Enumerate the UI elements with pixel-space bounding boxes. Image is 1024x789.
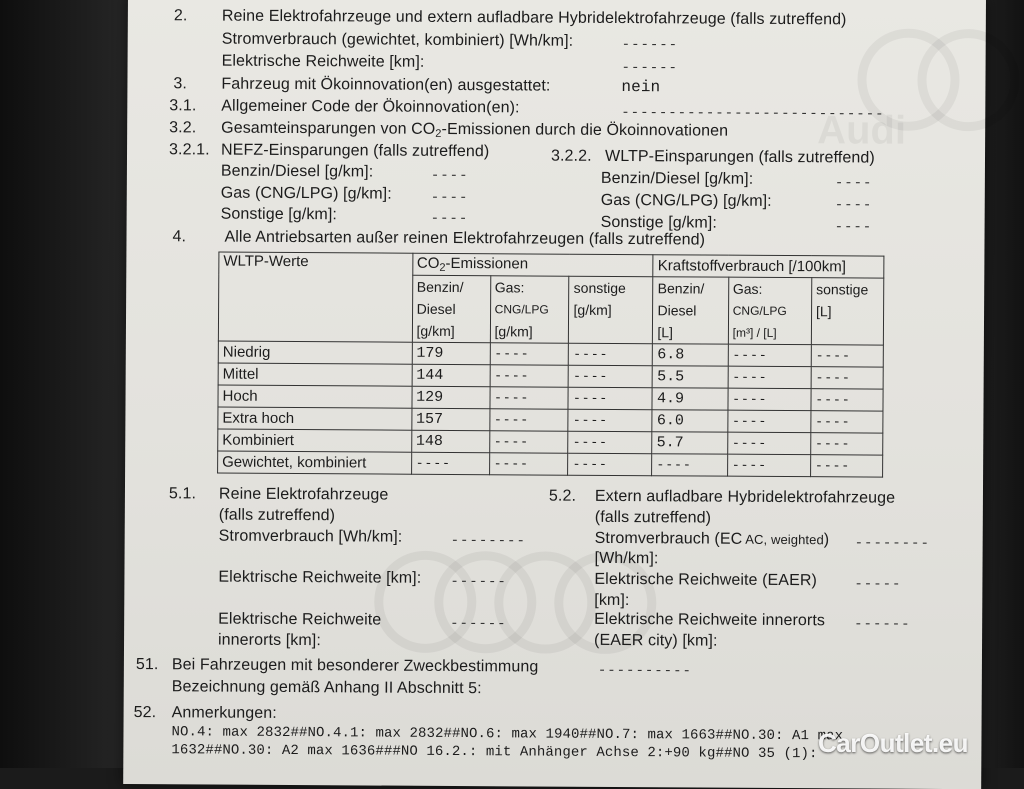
table-cell: ---- <box>490 365 569 387</box>
subheader-cell <box>728 277 812 345</box>
table-cell: ---- <box>489 409 568 431</box>
remarks-line-1: NO.4: max 2832##NO.4.1: max 2832##NO.6: max 1940##NO.7: max 1663##NO.30: A1 max <box>171 724 843 744</box>
table-cell: ---- <box>811 433 883 455</box>
phev-eaer-label-2: [km]: <box>594 592 629 610</box>
wltp-row-label: Benzin/Diesel [g/km]: <box>601 170 753 189</box>
row-label: Hoch <box>218 385 412 408</box>
phev-eaer-label-1: Elektrische Reichweite (EAER) <box>594 571 817 590</box>
table-cell: ---- <box>811 345 883 367</box>
table-cell: 157 <box>411 408 489 430</box>
table-cell: 4.9 <box>652 388 727 410</box>
special-purpose-value: ---------- <box>598 663 692 680</box>
table-cell: 5.5 <box>653 366 728 388</box>
wltp-savings-title: WLTP-Einsparungen (falls zutreffend) <box>605 148 875 168</box>
phev-subtitle: (falls zutreffend) <box>595 509 711 528</box>
nefz-row-value: ---- <box>431 168 469 184</box>
section-3-number: 3. <box>173 75 187 93</box>
subheader-cell <box>811 278 883 345</box>
section-2-number: 2. <box>174 7 188 25</box>
pure-ev-innerorts-label-1: Elektrische Reichweite <box>218 611 381 630</box>
section-51-number: 51. <box>136 656 159 674</box>
nefz-row-label: Gas (CNG/LPG) [g/km]: <box>221 185 392 204</box>
nefz-row-label: Sonstige [g/km]: <box>221 206 337 225</box>
subheader-line: Benzin/ <box>417 276 486 298</box>
subheader-line: [m³] / [L] <box>733 322 807 344</box>
table-row <box>218 451 883 477</box>
table-header-row <box>219 252 884 278</box>
nefz-savings-title: NEFZ-Einsparungen (falls zutreffend) <box>221 142 489 162</box>
phev-strom-label-post: ) <box>824 531 830 548</box>
subheader-line: Gas: <box>495 276 565 298</box>
table-cell: 5.7 <box>652 432 727 454</box>
nefz-row-label: Benzin/Diesel [g/km]: <box>221 163 373 182</box>
table-cell: ---- <box>810 455 882 477</box>
table-cell: ---- <box>568 431 652 454</box>
table-cell: ---- <box>811 389 883 411</box>
remarks-line-2: 1632##NO.30: A2 max 1636###NO 16.2.: mit Anhänger Achse 2:+90 kg##NO 35 (1): <box>171 742 817 762</box>
ecoinnovation-value: nein <box>621 78 660 96</box>
ecoinnovation-code-label: Allgemeiner Code der Ökoinnovation(en): <box>221 98 519 118</box>
table-cell: ---- <box>811 411 883 433</box>
subheader-line: [g/km] <box>494 320 564 342</box>
section-4-number: 4. <box>172 228 186 246</box>
phev-strom-label-sub: AC, weighted <box>742 532 824 547</box>
row-label: Gewichtet, kombiniert <box>218 451 412 474</box>
row-label: Niedrig <box>218 341 412 364</box>
co2-header-pre: CO <box>417 255 440 272</box>
section-3-1-number: 3.1. <box>169 97 196 115</box>
table-corner-header <box>218 252 412 342</box>
section-2-title <box>222 8 847 30</box>
table-cell: ---- <box>490 343 569 365</box>
table-cell: ---- <box>569 343 653 366</box>
wltp-values-table <box>217 252 884 478</box>
nefz-row-value: ---- <box>431 190 469 206</box>
strom-weighted-label: Stromverbrauch (gewichtet, kombiniert) [Wh/km]: <box>222 31 574 51</box>
section-3-2-number: 3.2. <box>169 119 196 137</box>
caroutlet-watermark: CarOutlet.eu <box>818 728 968 759</box>
pure-ev-reichweite-value: ------ <box>450 574 507 590</box>
subheader-line: [L] <box>816 300 879 322</box>
subheader-cell <box>653 277 729 344</box>
table-cell: ---- <box>728 410 811 433</box>
wltp-row-value: ---- <box>835 219 873 235</box>
table-cell: ---- <box>489 431 568 453</box>
subheader-cell <box>569 276 653 344</box>
table-cell: ---- <box>411 452 489 474</box>
subheader-line: sonstige <box>574 277 649 299</box>
section-52-number: 52. <box>134 704 157 722</box>
row-label: Mittel <box>218 363 412 386</box>
phev-city-value: ------ <box>854 616 911 632</box>
table-cell: ---- <box>727 432 810 455</box>
pure-ev-strom-value: -------- <box>451 533 526 549</box>
subheader-line: Benzin/ <box>658 277 724 299</box>
table-cell: 6.8 <box>653 344 728 366</box>
table-cell: ---- <box>728 366 811 389</box>
ecoinnovation-code-value: ---------------------------- <box>621 105 884 123</box>
co2-savings-label-post: -Emissionen durch die Ökoinnovationen <box>442 121 729 140</box>
phev-strom-value: -------- <box>855 535 930 551</box>
table-cell: 148 <box>411 430 489 452</box>
row-label: Extra hoch <box>218 407 412 430</box>
fuel-consumption-header <box>653 255 884 278</box>
pure-ev-title: Reine Elektrofahrzeuge <box>219 486 389 505</box>
subheader-line: [g/km] <box>416 320 485 342</box>
wltp-row-value: ---- <box>835 197 873 213</box>
co2-savings-label-sub: 2 <box>435 128 441 140</box>
section-3-2-2-number: 3.2.2. <box>551 148 592 166</box>
section-5-1-number: 5.1. <box>169 485 196 503</box>
phev-strom-label <box>595 530 830 549</box>
table-cell: ---- <box>568 453 652 476</box>
co2-header-sub: 2 <box>439 262 445 274</box>
audi-text-watermark: Audi <box>817 108 906 154</box>
subheader-line: Gas: <box>733 278 807 300</box>
document-page <box>123 0 986 789</box>
co2-emissions-header <box>412 253 653 276</box>
table-cell: 144 <box>412 364 490 386</box>
subheader-line: CNG/LPG <box>495 298 565 320</box>
ecoinnovation-label: Fahrzeug mit Ökoinnovation(en) ausgestattet: <box>221 76 550 96</box>
subheader-line: CNG/LPG <box>733 300 807 322</box>
phev-eaer-value: ----- <box>854 576 901 592</box>
table-cell: ---- <box>490 387 569 409</box>
phev-city-label-1: Elektrische Reichweite innerorts <box>594 611 825 630</box>
reichweite-value: ------ <box>622 60 679 76</box>
strom-weighted-value: ------ <box>622 37 679 53</box>
subheader-line: Diesel <box>657 299 723 321</box>
subheader-line: [L] <box>657 321 723 343</box>
subheader-line: Diesel <box>417 298 486 320</box>
pure-ev-innerorts-value: ------ <box>450 616 507 632</box>
table-cell: 179 <box>412 342 490 364</box>
table-cell: ---- <box>728 344 811 367</box>
co2-savings-label <box>221 120 728 142</box>
phev-city-label-2: (EAER city) [km]: <box>594 632 718 651</box>
pure-ev-reichweite-label: Elektrische Reichweite [km]: <box>218 569 421 588</box>
reichweite-label: Elektrische Reichweite [km]: <box>222 53 425 72</box>
special-purpose-label-1: Bei Fahrzeugen mit besonderer Zweckbestimmung <box>172 656 539 676</box>
wltp-row-label: Sonstige [g/km]: <box>601 214 717 233</box>
section-4-title: Alle Antriebsarten außer reinen Elektrofahrzeugen (falls zutreffend) <box>224 229 705 250</box>
section-2-title-text: Reine Elektrofahrzeuge und extern aufladbare Hybridelektrofahrzeuge (falls zutreffend) <box>222 8 847 29</box>
table-cell: 6.0 <box>652 410 727 432</box>
table-cell: ---- <box>489 453 568 475</box>
subheader-line: [g/km] <box>573 299 648 321</box>
table-cell: ---- <box>568 387 652 410</box>
subheader-line: sonstige <box>816 278 879 300</box>
pure-ev-strom-label: Stromverbrauch [Wh/km]: <box>219 528 403 547</box>
table-corner-label: WLTP-Werte <box>223 253 308 271</box>
co2-savings-label-pre: Gesamteinsparungen von CO <box>221 120 435 138</box>
special-purpose-label-2: Bezeichnung gemäß Anhang II Abschnitt 5: <box>172 678 482 698</box>
remarks-label: Anmerkungen: <box>172 704 277 723</box>
row-label: Kombiniert <box>218 429 412 452</box>
wltp-row-value: ---- <box>835 175 873 191</box>
fuel-header-label: Kraftstoffverbrauch [/100km] <box>658 257 846 275</box>
nefz-row-value: ---- <box>431 211 469 227</box>
table-cell: ---- <box>569 365 653 388</box>
section-5-2-number: 5.2. <box>549 488 576 506</box>
subheader-cell <box>490 276 569 343</box>
wltp-row-label: Gas (CNG/LPG) [g/km]: <box>601 192 772 211</box>
pure-ev-innerorts-label-2: innerorts [km]: <box>218 632 321 651</box>
co2-header-post: -Emissionen <box>446 255 529 273</box>
section-3-2-1-number: 3.2.1. <box>169 141 210 159</box>
table-cell: 129 <box>412 386 490 408</box>
phev-strom-label-2: [Wh/km]: <box>595 550 659 568</box>
phev-title: Extern aufladbare Hybridelektrofahrzeuge <box>595 488 895 508</box>
phev-strom-label-pre: Stromverbrauch (EC <box>595 530 743 548</box>
table-cell: ---- <box>811 367 883 389</box>
table-cell: ---- <box>568 409 652 432</box>
table-cell: ---- <box>727 454 810 477</box>
table-cell: ---- <box>652 454 727 476</box>
table-cell: ---- <box>728 388 811 411</box>
pure-ev-subtitle: (falls zutreffend) <box>219 507 335 526</box>
subheader-cell <box>412 275 490 342</box>
